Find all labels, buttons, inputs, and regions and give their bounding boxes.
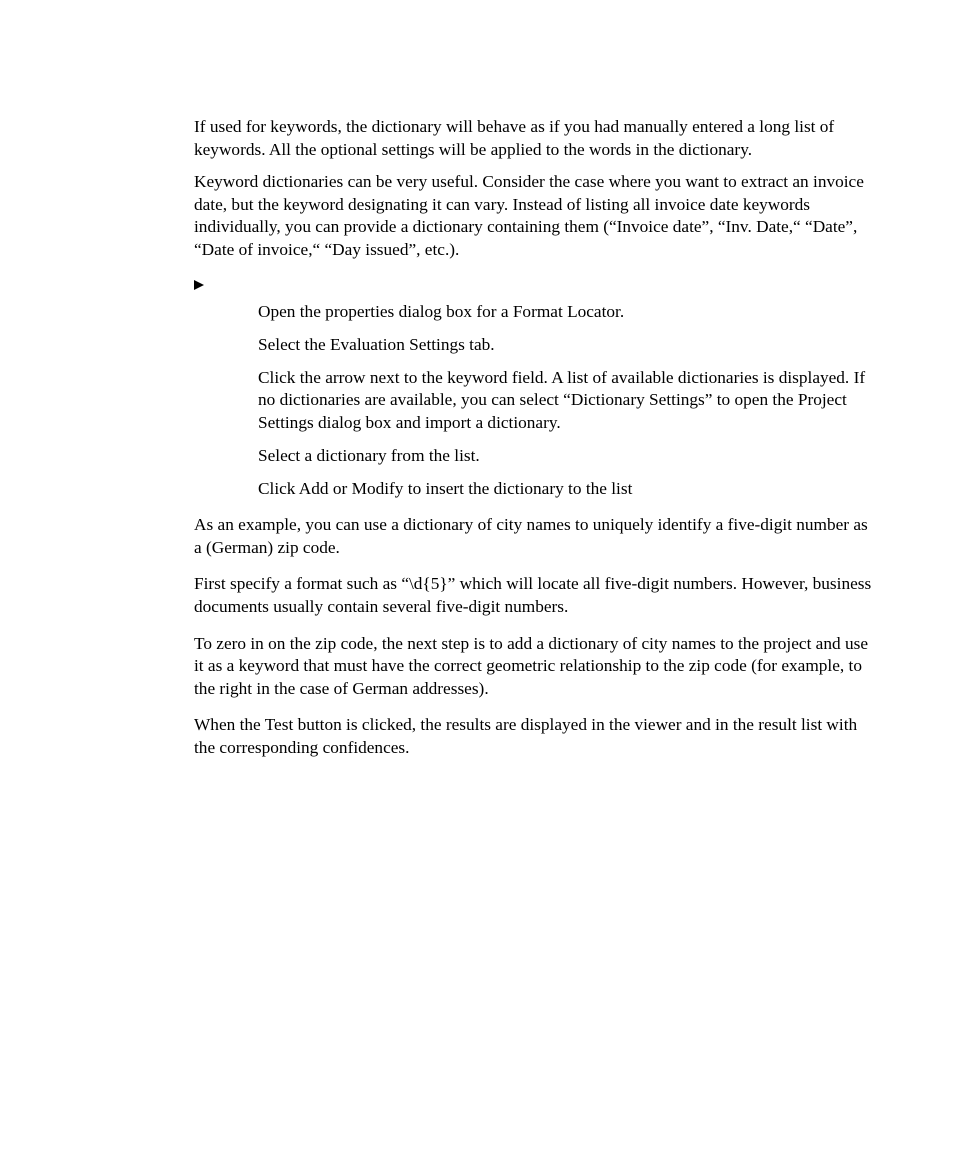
body-paragraph: As an example, you can use a dictionary of city names to uniquely identify a five-digit number as a (German) zip code. xyxy=(194,515,868,557)
procedure-step: Click Add or Modify to insert the dictionary to the list xyxy=(258,478,633,498)
document-page xyxy=(194,116,874,760)
intro-paragraph: If used for keywords, the dictionary will behave as if you had manually entered a long list of keywords. All the optional settings will be applied to the words in the dictionary. xyxy=(194,117,835,159)
body-paragraph: When the Test button is clicked, the results are displayed in the viewer and in the result list with the corresponding confidences. xyxy=(194,715,858,758)
procedure-step: Select the Evaluation Settings tab. xyxy=(258,334,495,354)
body-paragraph: First specify a format such as “\d{5}” which will locate all five-digit numbers. However, business documents usually contain several five-digit numbers. xyxy=(194,574,872,617)
procedure-steps xyxy=(194,301,874,501)
procedure-step: Select a dictionary from the list. xyxy=(258,445,480,465)
body-paragraph: To zero in on the zip code, the next step is to add a dictionary of city names to the project and use it as a keyword that must have the correct geometric relationship to the zip code (for example, to the right in the case of German addresses). xyxy=(194,633,868,698)
procedure-heading xyxy=(194,275,874,295)
procedure-step: Open the properties dialog box for a Format Locator. xyxy=(258,301,625,321)
intro-paragraph: Keyword dictionaries can be very useful. Consider the case where you want to extract an invoice date, but the keyword designating it can vary. Instead of listing all invoice date keywords individually, you can provide a dictionary containing them (“Invoice date”, “Inv. Date,“ “Date”, “Date of invoice,“ “Day issued”, etc.). xyxy=(194,172,864,259)
triangle-right-icon xyxy=(194,280,204,290)
procedure-step: Click the arrow next to the keyword field. A list of available dictionaries is displayed. If no dictionaries are available, you can select “Dictionary Settings” to open the Project Settings dialog box and import a dictionary. xyxy=(258,367,866,432)
